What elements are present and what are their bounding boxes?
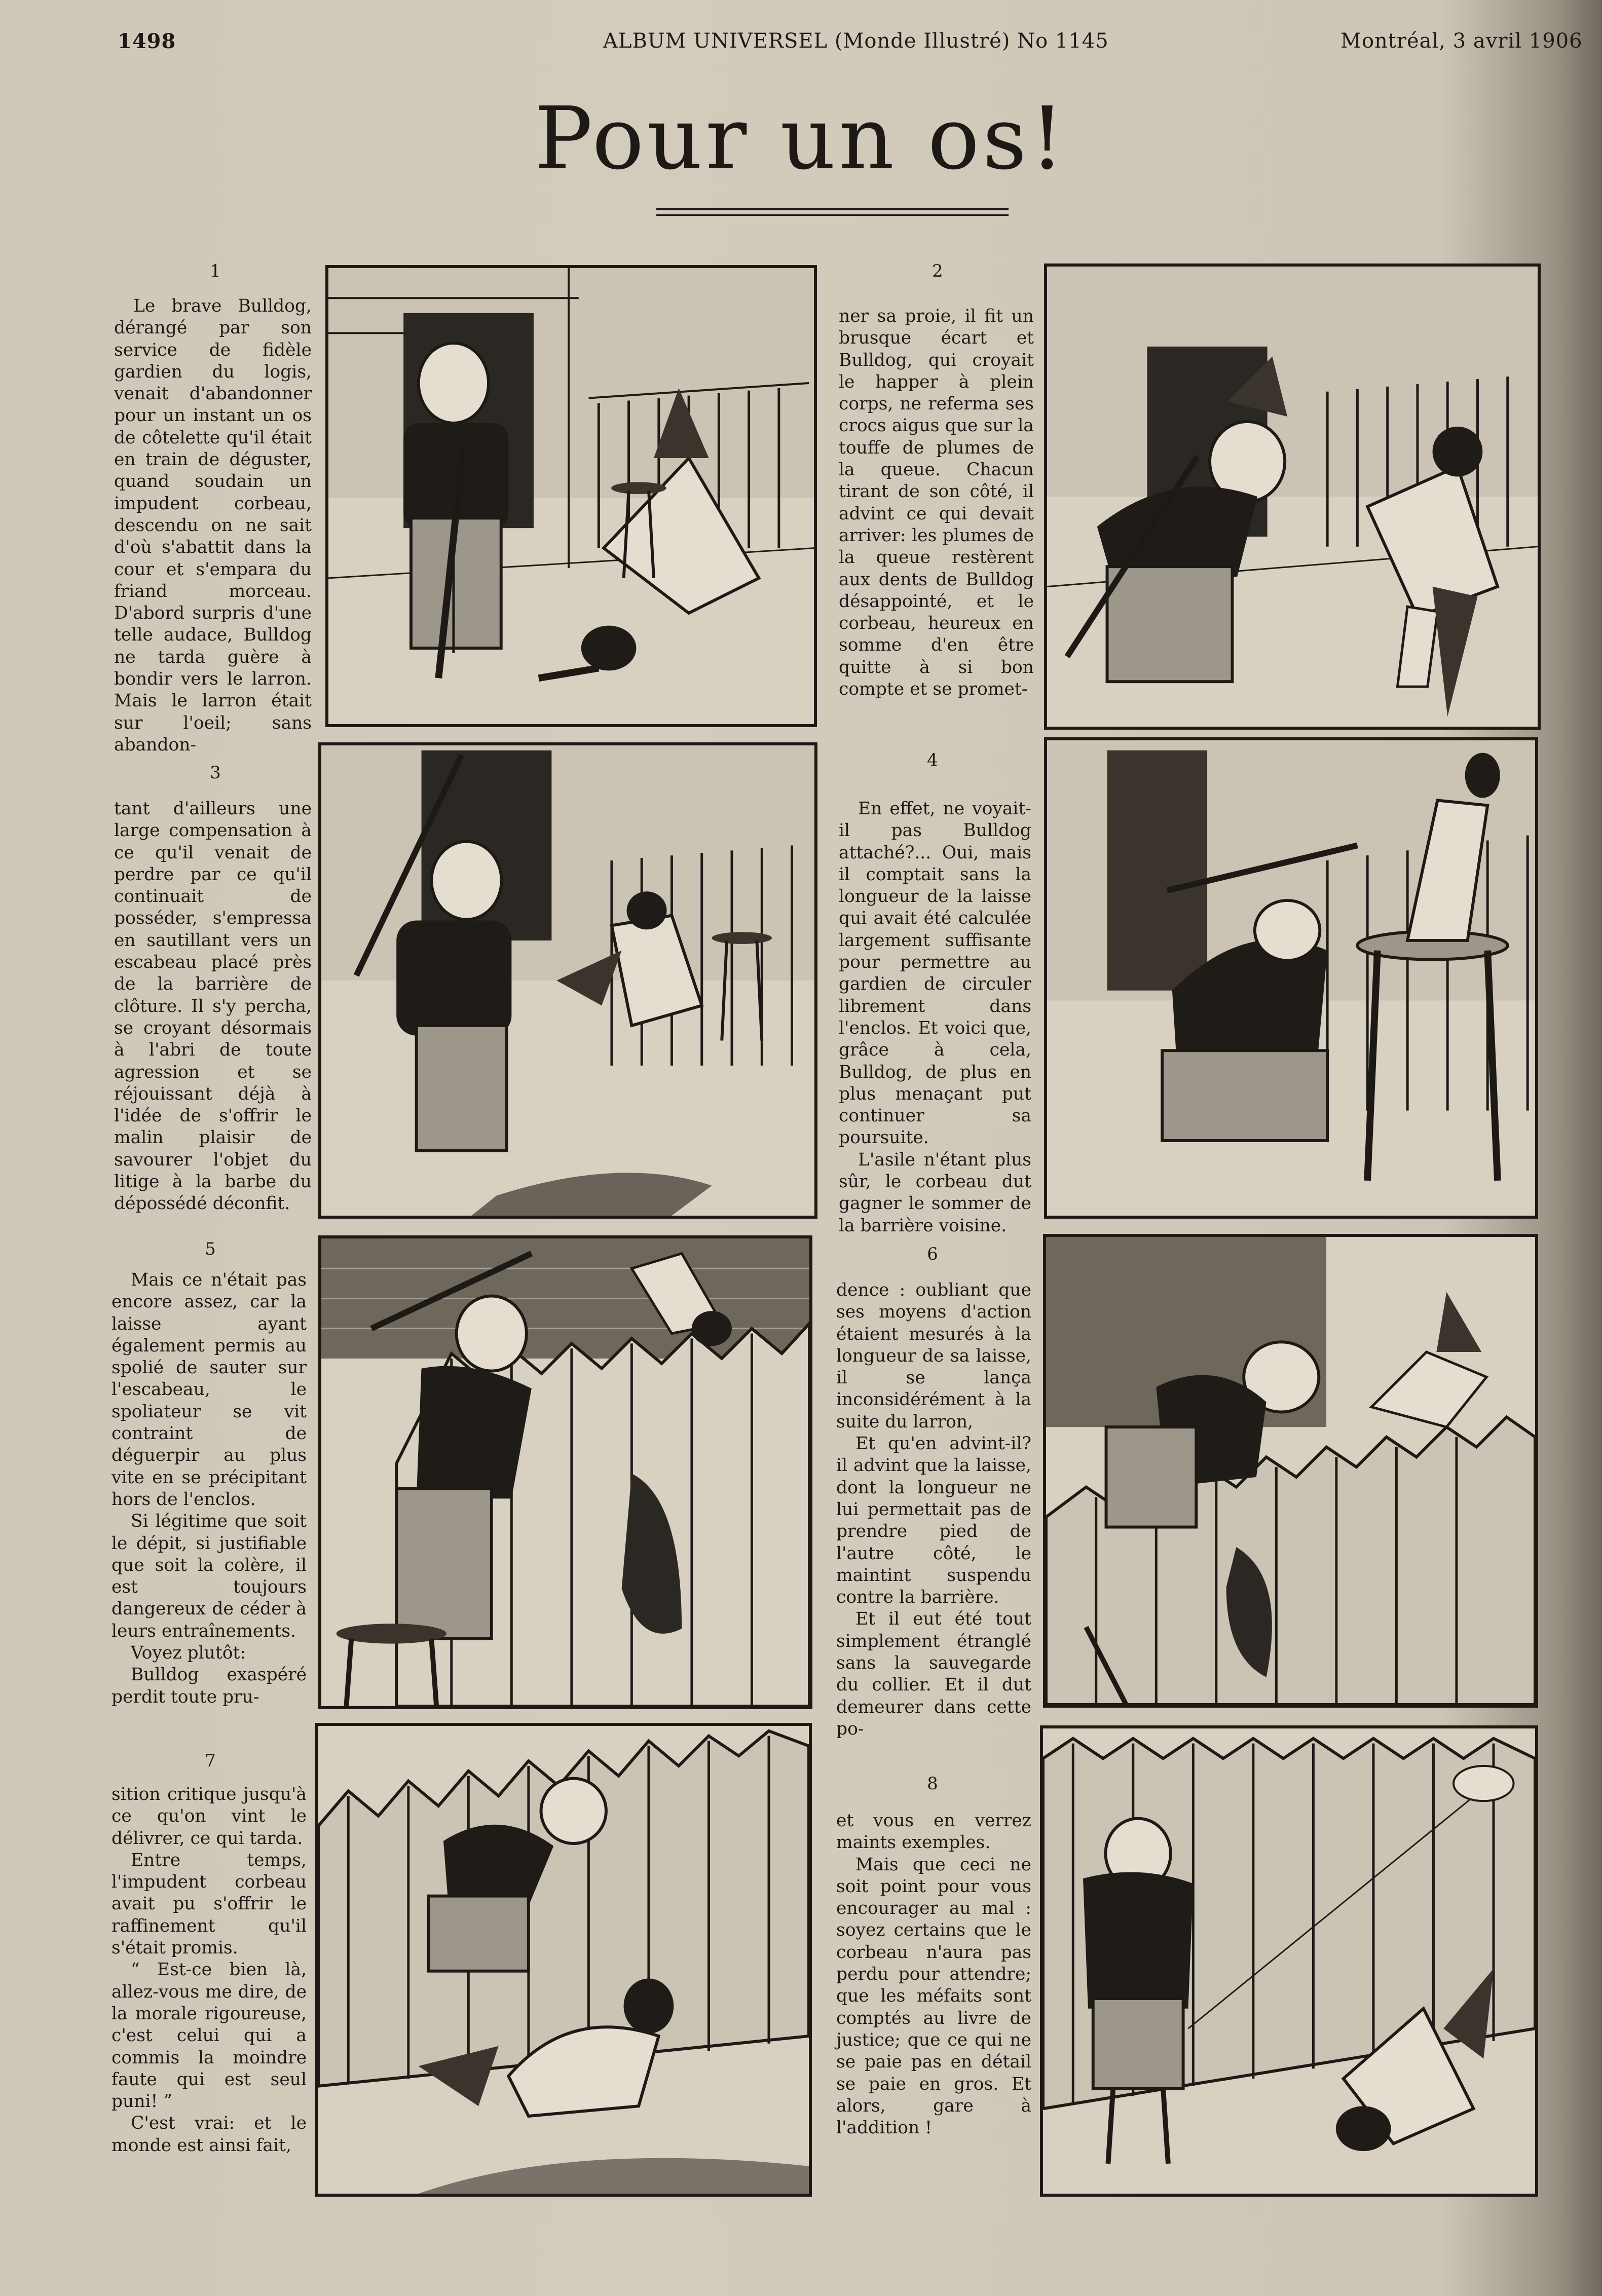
panel-text-8: et vous en verrez maints exemples. Mais que ceci ne soit point pour vous encourager au mal : soyez certains que le corbeau n'aura pas perdu pour attendre; que les méfaits sont comptés au livre de justice; que ce qui ne se paie pas en détail se paie en gros. Et alors, gare à l'addition ! [836,1811,1031,2138]
panel-text-6: dence : oubliant que ses moyens d'action étaient mesurés à la longueur de sa laisse, il se lança inconsidérément à la suite du larron, Et qu'en advint-il? il advint que la laisse, dont la longueur ne lui permettait pas de prendre pied de l'autre côté, le maintint suspendu contre la barrière. Et il eut été tout simplement étranglé sans la sauvegarde du collier. Et il dut demeurer dans cette po- [836,1280,1031,1739]
illustration-7-drawing [318,1726,809,2194]
panel-text-7: sition critique jusqu'à ce qu'on vint le délivrer, ce qui tarda. Entre temps, l'impudent corbeau avait pu s'offrir le raffinement qu'il s'était promis. “ Est-ce bien là, allez-vous me dire, de la morale rigoureuse, c'est celui qui a commis la moindre faute qui est seul puni! ” C'est vrai: et le monde est ainsi fait, [111,1784,307,2156]
illustration-panel-8 [1040,1725,1538,2197]
illustration-panel-2 [1044,264,1541,730]
illustration-1-drawing [328,268,814,724]
panel-text-1: Le brave Bulldog, dérangé par son service de fidèle gardien du logis, venait d'abandonner pour un instant un os de côtelette qu'il était en train de déguster, quand soudain un impudent corbeau, descendu on ne sait d'où s'abattit dans la cour et s'empara du friand morceau. D'abord surpris d'une telle audace, Bulldog ne tarda guère à bondir vers le larron. Mais le larron était sur l'oeil; sans abandon- [114,296,312,755]
illustration-panel-5 [318,1235,812,1709]
illustration-panel-1 [325,265,817,727]
illustration-2-drawing [1047,267,1538,727]
illustration-8-drawing [1043,1728,1535,2194]
title-rule-thin [656,214,1009,216]
panel-number-2: 2 [932,261,943,281]
illustration-5-drawing [321,1238,809,1706]
illustration-panel-3 [318,742,817,1219]
panel-number-3: 3 [210,763,221,783]
panel-text-4: En effet, ne voyait-il pas Bulldog attaché?... Oui, mais il comptait sans la longueur de la laisse qui avait été calculée largement suffisante pour permettre au gardien de circuler librement dans l'enclos. Et voici que, grâce à cela, Bulldog, de plus en plus menaçant put continuer sa poursuite. L'asile n'étant plus sûr, le corbeau dut gagner le sommer de la barrière voisine. [839,799,1031,1236]
panel-text-3: tant d'ailleurs une large compensation à ce qu'il venait de perdre par ce qu'il continuait de posséder, s'empressa en sautillant vers un escabeau placé près de la barrière de clôture. Il s'y percha, se croyant désormais à l'abri de toute agression et se réjouissant déjà à l'idée de s'offrir le malin plaisir de savourer l'objet du litige à la barbe du dépossédé déconfit. [114,799,312,1214]
illustration-panel-4 [1044,737,1538,1219]
issue-date: Montréal, 3 avril 1906 [1340,29,1583,53]
panel-number-7: 7 [205,1751,216,1771]
illustration-panel-6 [1043,1234,1538,1708]
page-title: Pour un os! [534,89,1068,189]
panel-number-8: 8 [927,1774,938,1794]
panel-text-2: ner sa proie, il fit un brusque écart et Bulldog, qui croyait le happer à plein corps, ne referma ses crocs aigus que sur la touffe de plumes de la queue. Chacun tirant de son côté, il advint ce qui devait arriver: les plumes de la queue restèrent aux dents de Bulldog désappointé, et le corbeau, heureux en somme d'en être quitte à si bon compte et se promet- [839,306,1034,700]
publication-header: ALBUM UNIVERSEL (Monde Illustré) No 1145 [603,29,1109,53]
panel-number-6: 6 [927,1244,938,1264]
illustration-3-drawing [321,745,814,1216]
panel-number-1: 1 [210,261,221,281]
title-rule [656,208,1009,210]
panel-text-5: Mais ce n'était pas encore assez, car la laisse ayant également permis au spolié de sauter sur l'escabeau, le spoliateur se vit contraint de déguerpir au plus vite en se précipitant hors de l'enclos. Si légitime que soit le dépit, si justifiable que soit la colère, il est toujours dangereux de céder à leurs entraînements. Voyez plutôt: Bulldog exaspéré perdit toute pru- [111,1270,307,1707]
page-number: 1498 [118,29,176,53]
illustration-6-drawing [1046,1237,1535,1705]
panel-number-5: 5 [205,1239,216,1259]
illustration-4-drawing [1047,740,1535,1216]
panel-number-4: 4 [927,750,938,770]
illustration-panel-7 [315,1723,812,2197]
